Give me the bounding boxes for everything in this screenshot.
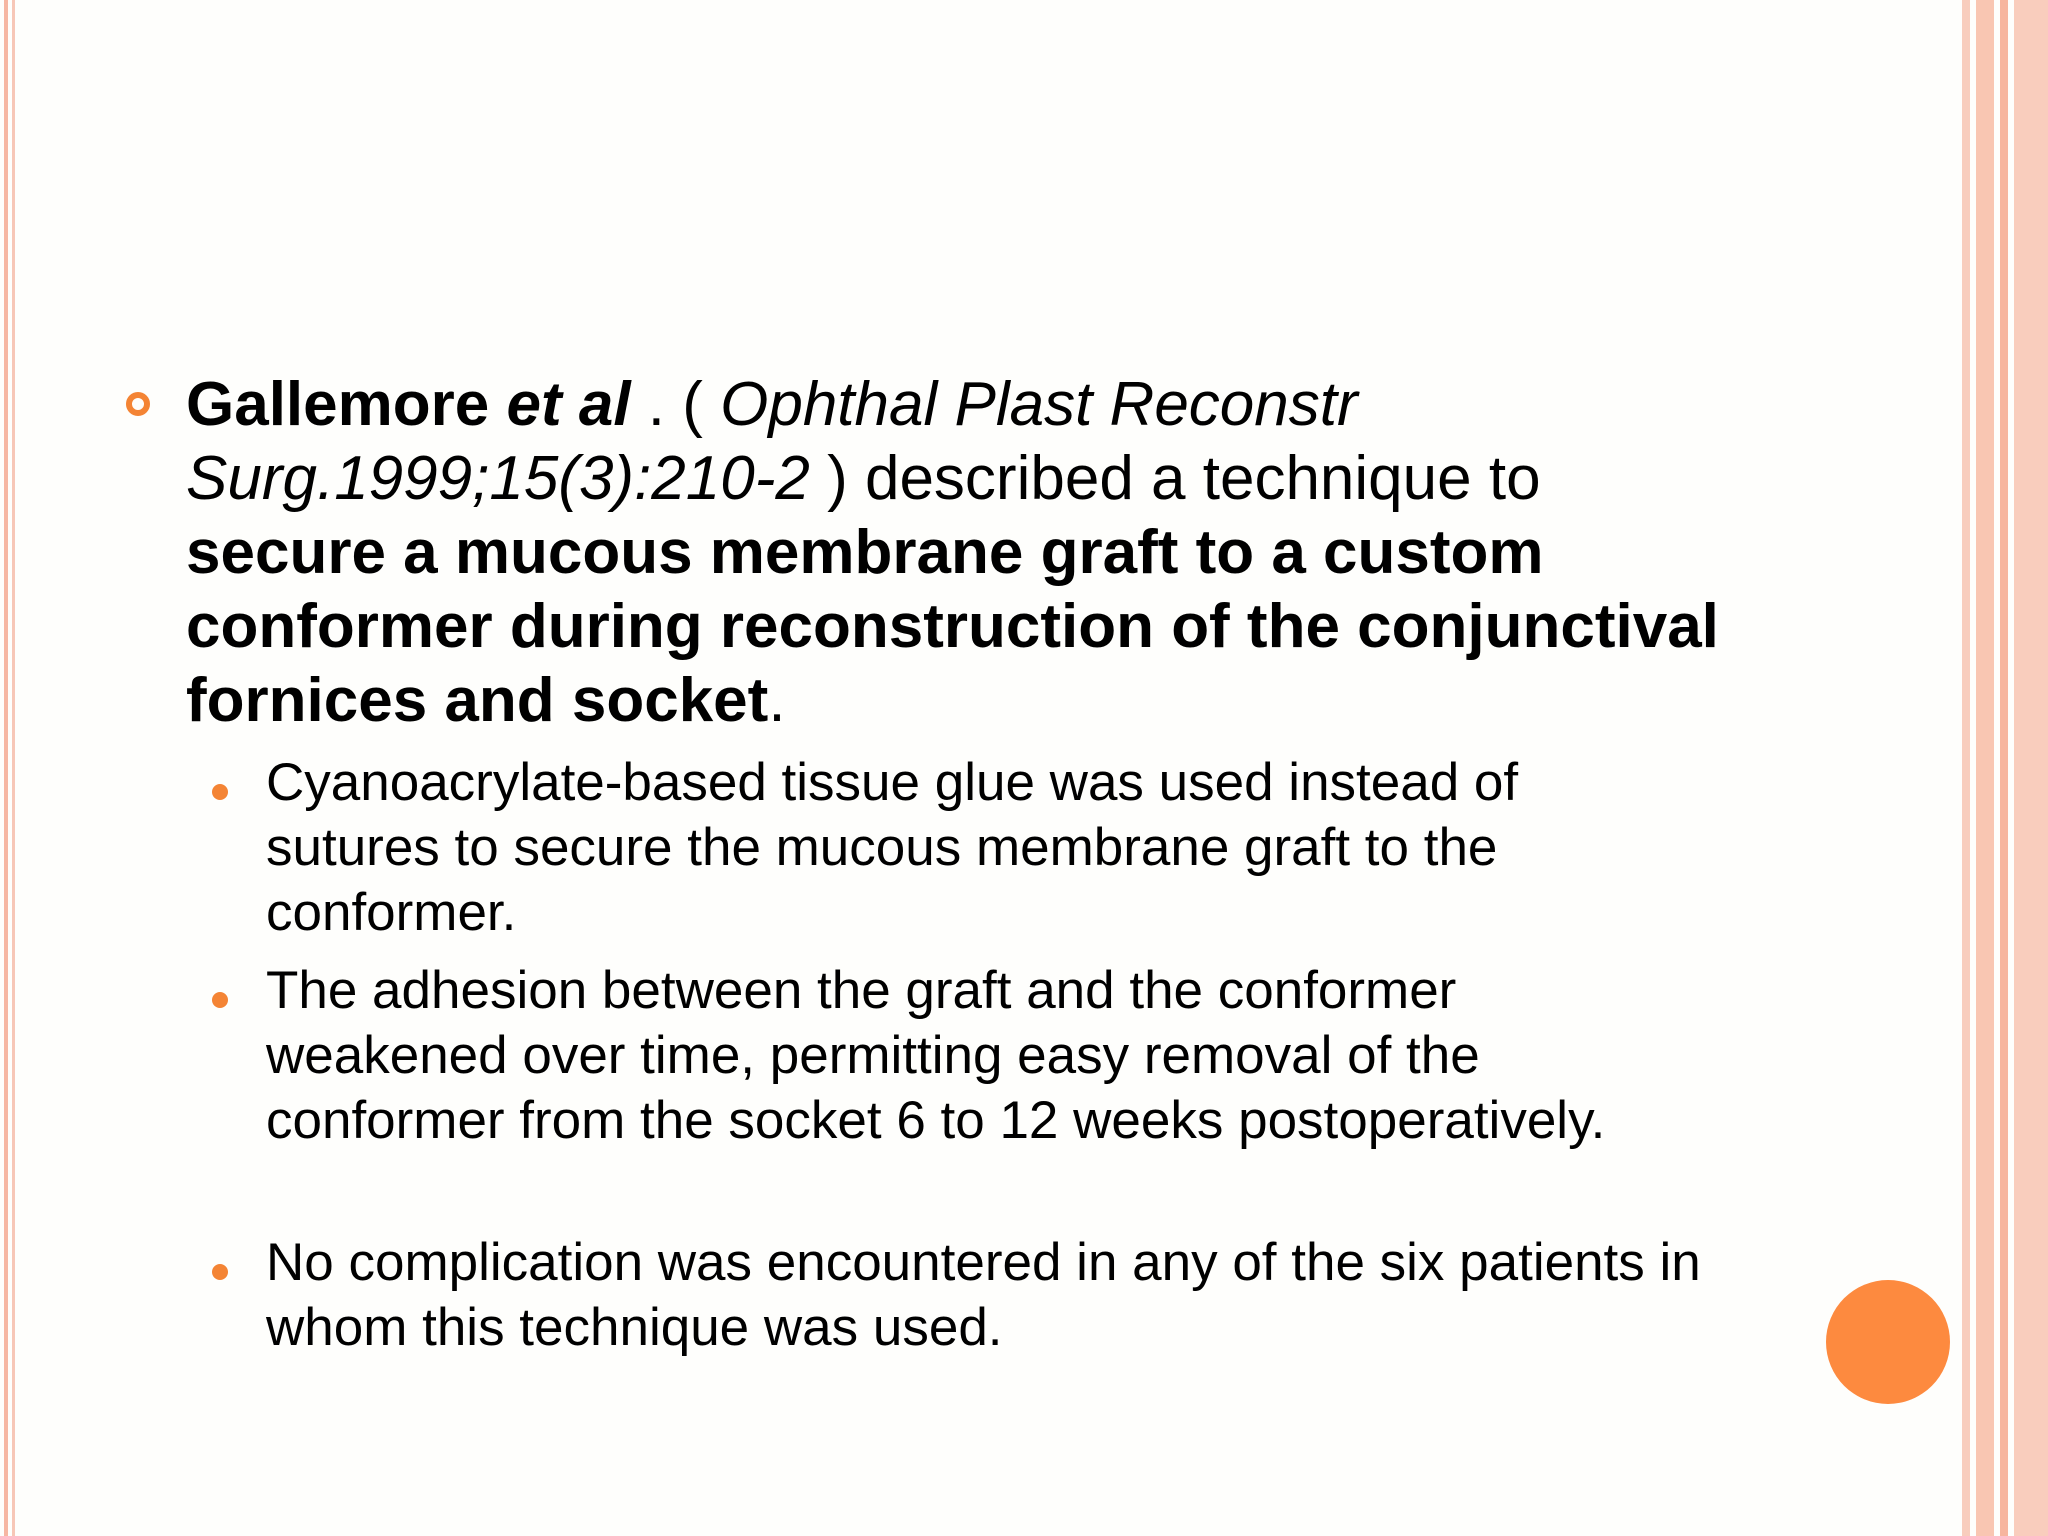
bullet-dot-icon: [212, 1264, 228, 1280]
sub-bullet-text: No complication was encountered in any of the six patients in whom this technique was used.: [266, 1233, 1701, 1357]
bullet-dot-icon: [212, 784, 228, 800]
author-name: Gallemore: [186, 370, 490, 439]
left-border-stripe-inner: [12, 0, 15, 1536]
separator: . (: [630, 370, 721, 439]
decorative-circle: [1826, 1280, 1950, 1404]
citation-journal: Ophthal Plast Reconstr: [720, 370, 1358, 439]
bullet-dot-icon: [212, 992, 228, 1008]
description-lead: ) described a technique to: [809, 444, 1541, 513]
main-bullet-text: [186, 368, 1746, 738]
right-border-stripe: [2000, 0, 2008, 1536]
sentence-end: .: [768, 666, 786, 735]
sub-bullet-text: Cyanoacrylate-based tissue glue was used instead of sutures to secure the mucous membrane graft to the conformer.: [266, 753, 1519, 942]
right-border-stripe: [2014, 0, 2048, 1536]
sub-bullet-text: The adhesion between the graft and the conformer weakened over time, permitting easy removal of the conformer from the socket 6 to 12 weeks postoperatively.: [266, 961, 1606, 1150]
citation-detail: Surg.1999;15(3):210-2: [186, 444, 810, 513]
hollow-bullet-icon: [126, 392, 150, 416]
right-border-stripe: [1962, 0, 1970, 1536]
left-border-stripe: [4, 0, 8, 1536]
right-border-stripe: [1976, 0, 1994, 1536]
et-al: et al: [506, 370, 631, 439]
description-emphasis: secure a mucous membrane graft to a custom conformer during reconstruction of the conjunctival fornices and socket: [186, 518, 1719, 735]
